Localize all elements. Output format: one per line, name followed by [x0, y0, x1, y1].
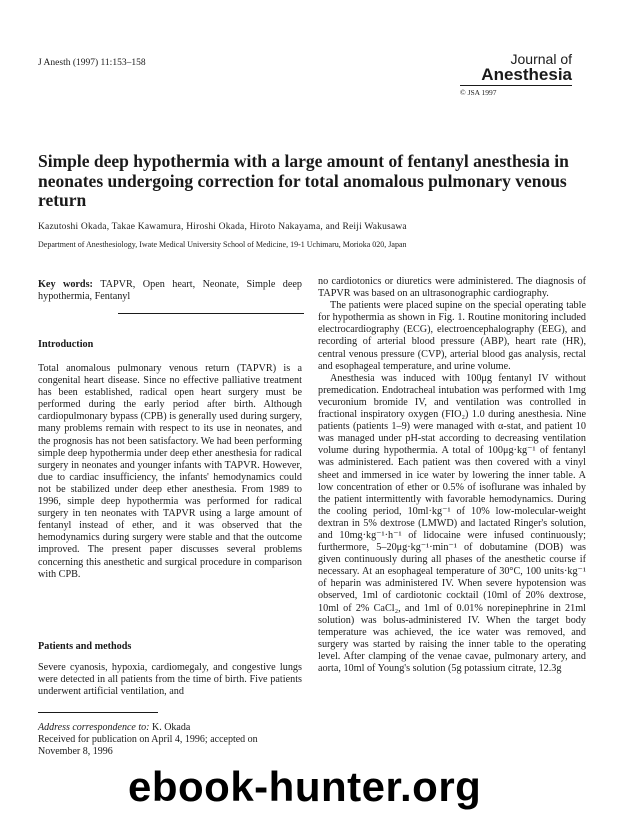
keywords-list: TAPVR, Open heart, Neonate, Simple deep hypothermia, Fentanyl [38, 279, 303, 303]
article-authors: Kazutoshi Okada, Takae Kawamura, Hiroshi Okada, Hiroto Nakayama, and Reiji Wakusawa [38, 222, 407, 232]
received-line: Received for publication on April 4, 1996; accepted on November 8, 1996 [38, 734, 258, 757]
journal-citation: J Anesth (1997) 11:153–158 [38, 58, 146, 68]
right-paragraph-2: The patients were placed supine on the special operating table for hypothermia as shown in Fig. 1. Routine monitoring included electrocardiography (ECG), electroencephalography (EEG), and recording of arterial blood pressure (ABP), heart rate (HR), central venous pressure (CVP), arterial blood gas analysis, rectal and esophageal temperature, and urine volume. [318, 300, 586, 372]
author-affiliation: Department of Anesthesiology, Iwate Medical University School of Medicine, 19-1 Uchimaru, Morioka 020, Japan [38, 240, 407, 249]
introduction-heading: Introduction [38, 339, 94, 350]
correspondence-label: Address correspondence to: [38, 722, 150, 733]
methods-heading: Patients and methods [38, 641, 132, 652]
correspondence-line [38, 722, 302, 734]
correspondence-name: K. Okada [151, 722, 191, 733]
journal-name-line2: Anesthesia [481, 65, 572, 84]
right-paragraph-1: no cardiotonics or diuretics were administered. The diagnosis of TAPVR was based on an ultrasonographic cardiography. [318, 276, 586, 300]
footnotes [38, 722, 302, 758]
logo-rule [460, 85, 572, 86]
journal-logo [442, 52, 572, 97]
methods-text: Severe cyanosis, hypoxia, cardiomegaly, and congestive lungs were detected in all patients from the time of birth. Five patients underwent artificial ventilation, and [38, 662, 302, 698]
footnote-rule [38, 712, 158, 713]
article-title: Simple deep hypothermia with a large amount of fentanyl anesthesia in neonates undergoing correction for total anomalous pulmonary venous return [38, 151, 569, 210]
right-paragraph-3: Anesthesia was induced with 100μg fentanyl IV without premedication. Endotracheal intubation was performed with 1mg vecuronium bromide IV, and ventilation was controlled in fractional inspiratory oxygen (FIO₂) 1.0 during anesthesia. Nine patients (patients 1–9) were managed with α-stat, and patient 10 was managed under pH-stat according to decreasing ventilation volume during hypothermia. A total of 100μg·kg⁻¹ of fentanyl was administered. Each patient was then covered with a vinyl sheet and immersed in ice water by lowering the inner table. A low concentration of ether or 0.5% of isoflurane was inhaled by the patient intermittently with favorable hemodynamics. During the cooling period, 10ml·kg⁻¹ of 10% low-molecular-weight dextran in 5% dextrose (LMWD) and lactated Ringer's solution, and 10mg·kg⁻¹·h⁻¹ of lidocaine were infused continuously; furthermore, 5–20μg·kg⁻¹·min⁻¹ of dobutamine (DOB) was given continuously during all phases of the anesthetic course if necessary. At an esophageal temperature of 30°C, 100 units·kg⁻¹ of heparin was administered IV. When severe hypotension was observed, 1ml of cardiotonic cocktail (10ml of 20% dextrose, 10ml of 2% CaCl₂, and 1ml of 0.01% norepinephrine in 21ml solution) was bolus-administered IV. When the target body temperature was achieved, the ice water was removed, and surgery was started by raising the inner table to the operating level. After clamping of the venae cavae, pulmonary artery, and aorta, 10ml of Young's solution (5g potassium citrate, 12.3g [318, 372, 586, 674]
right-column [318, 276, 586, 675]
keywords-divider [118, 313, 304, 314]
keywords-label: Key words: [38, 279, 93, 290]
keywords [38, 279, 302, 303]
introduction-text: Total anomalous pulmonary venous return (TAPVR) is a congenital heart disease. Since no effective palliative treatment has been established, radical open heart surgery must be performed during the early period after birth. Although cardiopulmonary bypass (CPB) is generally used during surgery, many problems remain with respect to its use in neonates, and the prognosis has not been satisfactory. We had been performing simple deep hypothermia under deep ether anesthesia for radical surgery in neonates and younger infants with TAPVR. However, due to cardiac insufficiency, the infants' hemodynamics could not be stabilized under deep ether anesthesia. From 1989 to 1996, simple deep hypothermia was performed for radical surgery in ten neonates with TAPVR using a large amount of fentanyl instead of ether, and it was observed that the hemodynamics during surgery were stable and that the outcome improved. The present paper discusses several problems concerning this anesthetic and surgical procedure in comparison with CPB. [38, 363, 302, 580]
journal-name-line1: Journal of [510, 51, 572, 67]
watermark: ebook-hunter.org [128, 763, 482, 810]
copyright-notice: © JSA 1997 [460, 88, 497, 97]
